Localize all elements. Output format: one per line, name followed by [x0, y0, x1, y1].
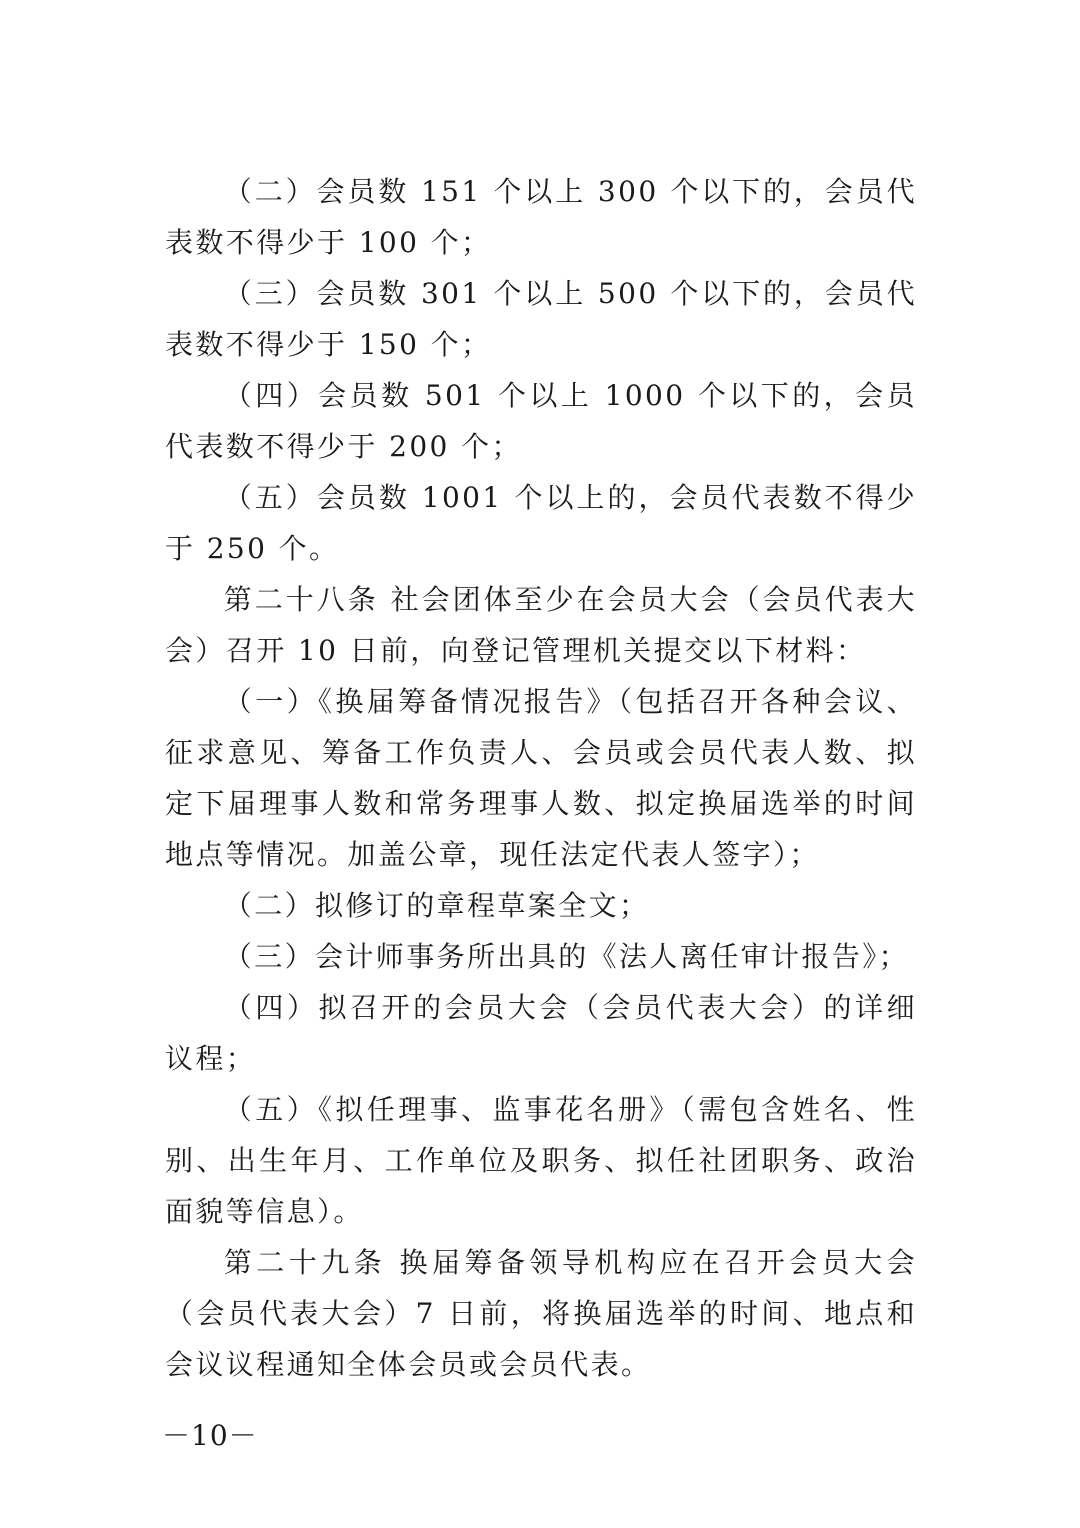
page-number: －10－	[162, 1419, 258, 1452]
paragraph-article-28: 第二十八条 社会团体至少在会员大会（会员代表大会）召开 10 日前，向登记管理机关提交以下材料：	[165, 583, 917, 667]
paragraph-article-29: 第二十九条 换届筹备领导机构应在召开会员大会（会员代表大会）7 日前，将换届选举的时间、地点和会议议程通知全体会员或会员代表。	[165, 1246, 917, 1381]
paragraph-article-28-item-4: （四）拟召开的会员大会（会员代表大会）的详细议程；	[165, 991, 917, 1075]
paragraph-item-5-member-1001-plus: （五）会员数 1001 个以上的，会员代表数不得少于 250 个。	[165, 481, 917, 565]
paragraph-item-3-member-301-500: （三）会员数 301 个以上 500 个以下的，会员代表数不得少于 150 个；	[165, 277, 917, 361]
paragraph-article-28-item-3: （三）会计师事务所出具的《法人离任审计报告》；	[223, 940, 909, 973]
document-body	[165, 166, 917, 1390]
paragraph-item-4-member-501-1000: （四）会员数 501 个以上 1000 个以下的，会员代表数不得少于 200 个；	[165, 379, 917, 463]
paragraph-item-2-member-151-300: （二）会员数 151 个以上 300 个以下的，会员代表数不得少于 100 个；	[165, 175, 917, 259]
paragraph-article-28-item-2: （二）拟修订的章程草案全文；	[223, 889, 650, 922]
paragraph-article-28-item-1: （一）《换届筹备情况报告》（包括召开各种会议、征求意见、筹备工作负责人、会员或会员代表人数、拟定下届理事人数和常务理事人数、拟定换届选举的时间地点等情况。加盖公章，现任法定代表人签字）；	[165, 685, 917, 871]
paragraph-article-28-item-5: （五）《拟任理事、监事花名册》（需包含姓名、性别、出生年月、工作单位及职务、拟任社团职务、政治面貌等信息）。	[165, 1093, 917, 1228]
